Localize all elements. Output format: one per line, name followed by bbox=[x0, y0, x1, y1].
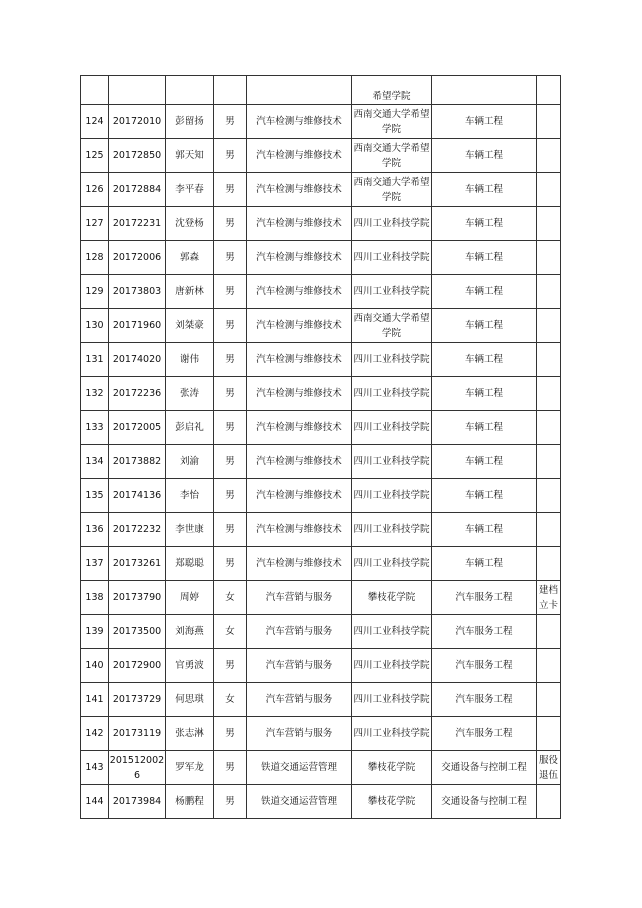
cell-note bbox=[537, 479, 561, 513]
cell-no: 127 bbox=[81, 207, 109, 241]
cell-college: 攀枝花学院 bbox=[352, 785, 432, 819]
cell-id: 20172236 bbox=[109, 377, 166, 411]
cell-note bbox=[537, 309, 561, 343]
cell-id: 20172006 bbox=[109, 241, 166, 275]
cell-note bbox=[537, 513, 561, 547]
cell-no: 140 bbox=[81, 649, 109, 683]
cell-major: 汽车检测与维修技术 bbox=[247, 139, 352, 173]
cell-name bbox=[166, 76, 214, 105]
table-row bbox=[81, 309, 561, 343]
cell-id: 20172005 bbox=[109, 411, 166, 445]
cell-college: 西南交通大学希望学院 bbox=[352, 173, 432, 207]
table-row bbox=[81, 649, 561, 683]
cell-note bbox=[537, 785, 561, 819]
cell-major: 汽车营销与服务 bbox=[247, 683, 352, 717]
cell-gender: 男 bbox=[214, 207, 247, 241]
table-row bbox=[81, 411, 561, 445]
cell-no: 125 bbox=[81, 139, 109, 173]
cell-id: 20171960 bbox=[109, 309, 166, 343]
cell-target: 车辆工程 bbox=[432, 139, 537, 173]
table-row bbox=[81, 343, 561, 377]
cell-college: 西南交通大学希望学院 bbox=[352, 309, 432, 343]
cell-college: 四川工业科技学院 bbox=[352, 717, 432, 751]
cell-name: 郑聪聪 bbox=[166, 547, 214, 581]
cell-gender: 男 bbox=[214, 649, 247, 683]
cell-note bbox=[537, 717, 561, 751]
cell-major: 汽车检测与维修技术 bbox=[247, 343, 352, 377]
table-row bbox=[81, 445, 561, 479]
cell-target: 车辆工程 bbox=[432, 241, 537, 275]
cell-major: 汽车检测与维修技术 bbox=[247, 547, 352, 581]
cell-gender: 男 bbox=[214, 717, 247, 751]
cell-id: 20172010 bbox=[109, 105, 166, 139]
cell-major: 汽车检测与维修技术 bbox=[247, 513, 352, 547]
cell-note: 服役退伍 bbox=[537, 751, 561, 785]
cell-id: 20172232 bbox=[109, 513, 166, 547]
cell-major: 汽车检测与维修技术 bbox=[247, 105, 352, 139]
cell-name: 张志淋 bbox=[166, 717, 214, 751]
cell-id: 20173261 bbox=[109, 547, 166, 581]
cell-gender: 男 bbox=[214, 377, 247, 411]
cell-no: 139 bbox=[81, 615, 109, 649]
cell-no: 136 bbox=[81, 513, 109, 547]
table-row bbox=[81, 105, 561, 139]
table-row bbox=[81, 513, 561, 547]
cell-target: 车辆工程 bbox=[432, 207, 537, 241]
cell-note bbox=[537, 76, 561, 105]
cell-major: 铁道交通运营管理 bbox=[247, 751, 352, 785]
cell-no: 131 bbox=[81, 343, 109, 377]
table-row bbox=[81, 717, 561, 751]
cell-gender bbox=[214, 76, 247, 105]
cell-gender: 男 bbox=[214, 513, 247, 547]
cell-note bbox=[537, 343, 561, 377]
cell-college: 四川工业科技学院 bbox=[352, 445, 432, 479]
cell-gender: 男 bbox=[214, 173, 247, 207]
cell-gender: 男 bbox=[214, 445, 247, 479]
cell-name: 郭天知 bbox=[166, 139, 214, 173]
cell-no: 143 bbox=[81, 751, 109, 785]
cell-target: 车辆工程 bbox=[432, 513, 537, 547]
cell-note bbox=[537, 411, 561, 445]
cell-major: 汽车检测与维修技术 bbox=[247, 479, 352, 513]
cell-name: 沈登杨 bbox=[166, 207, 214, 241]
cell-no: 137 bbox=[81, 547, 109, 581]
cell-note bbox=[537, 445, 561, 479]
cell-id: 20173984 bbox=[109, 785, 166, 819]
cell-gender: 男 bbox=[214, 479, 247, 513]
cell-college: 四川工业科技学院 bbox=[352, 275, 432, 309]
cell-no: 138 bbox=[81, 581, 109, 615]
cell-major bbox=[247, 76, 352, 105]
cell-no: 141 bbox=[81, 683, 109, 717]
cell-college: 四川工业科技学院 bbox=[352, 547, 432, 581]
table-row bbox=[81, 751, 561, 785]
table-row bbox=[81, 683, 561, 717]
cell-name: 张涛 bbox=[166, 377, 214, 411]
cell-target: 车辆工程 bbox=[432, 479, 537, 513]
cell-gender: 男 bbox=[214, 785, 247, 819]
cell-name: 刘桀豪 bbox=[166, 309, 214, 343]
cell-id: 20173790 bbox=[109, 581, 166, 615]
cell-id: 20172884 bbox=[109, 173, 166, 207]
cell-note bbox=[537, 173, 561, 207]
table-row bbox=[81, 241, 561, 275]
cell-target: 车辆工程 bbox=[432, 377, 537, 411]
table-row bbox=[81, 275, 561, 309]
cell-gender: 男 bbox=[214, 309, 247, 343]
cell-target: 车辆工程 bbox=[432, 343, 537, 377]
cell-gender: 男 bbox=[214, 411, 247, 445]
cell-target: 车辆工程 bbox=[432, 275, 537, 309]
cell-note bbox=[537, 275, 561, 309]
cell-college: 希望学院 bbox=[352, 76, 432, 105]
cell-college: 四川工业科技学院 bbox=[352, 343, 432, 377]
cell-college: 西南交通大学希望学院 bbox=[352, 139, 432, 173]
cell-no: 134 bbox=[81, 445, 109, 479]
cell-name: 刘渝 bbox=[166, 445, 214, 479]
cell-name: 罗军龙 bbox=[166, 751, 214, 785]
cell-id: 2015120026 bbox=[109, 751, 166, 785]
cell-note bbox=[537, 683, 561, 717]
cell-college: 四川工业科技学院 bbox=[352, 615, 432, 649]
cell-note bbox=[537, 139, 561, 173]
table-row bbox=[81, 615, 561, 649]
cell-note: 建档立卡 bbox=[537, 581, 561, 615]
cell-id bbox=[109, 76, 166, 105]
cell-id: 20173882 bbox=[109, 445, 166, 479]
cell-name: 杨鹏程 bbox=[166, 785, 214, 819]
student-table-page bbox=[80, 75, 560, 819]
cell-no: 142 bbox=[81, 717, 109, 751]
cell-no: 128 bbox=[81, 241, 109, 275]
cell-college: 攀枝花学院 bbox=[352, 751, 432, 785]
cell-id: 20172900 bbox=[109, 649, 166, 683]
cell-gender: 男 bbox=[214, 139, 247, 173]
cell-name: 李平春 bbox=[166, 173, 214, 207]
cell-gender: 男 bbox=[214, 343, 247, 377]
table-row bbox=[81, 547, 561, 581]
cell-major: 汽车检测与维修技术 bbox=[247, 173, 352, 207]
cell-id: 20173803 bbox=[109, 275, 166, 309]
cell-major: 铁道交通运营管理 bbox=[247, 785, 352, 819]
cell-college: 四川工业科技学院 bbox=[352, 241, 432, 275]
cell-target: 车辆工程 bbox=[432, 173, 537, 207]
cell-note bbox=[537, 377, 561, 411]
cell-college: 四川工业科技学院 bbox=[352, 683, 432, 717]
cell-id: 20174020 bbox=[109, 343, 166, 377]
cell-name: 郭森 bbox=[166, 241, 214, 275]
cell-gender: 男 bbox=[214, 275, 247, 309]
cell-target: 车辆工程 bbox=[432, 445, 537, 479]
table-row bbox=[81, 207, 561, 241]
cell-college: 四川工业科技学院 bbox=[352, 207, 432, 241]
cell-id: 20174136 bbox=[109, 479, 166, 513]
table-body bbox=[81, 76, 561, 819]
cell-major: 汽车检测与维修技术 bbox=[247, 445, 352, 479]
cell-no: 135 bbox=[81, 479, 109, 513]
cell-major: 汽车营销与服务 bbox=[247, 717, 352, 751]
cell-college: 四川工业科技学院 bbox=[352, 411, 432, 445]
cell-id: 20173729 bbox=[109, 683, 166, 717]
cell-college: 四川工业科技学院 bbox=[352, 377, 432, 411]
table-row bbox=[81, 479, 561, 513]
table-row bbox=[81, 173, 561, 207]
cell-id: 20172850 bbox=[109, 139, 166, 173]
cell-no: 124 bbox=[81, 105, 109, 139]
cell-target: 汽车服务工程 bbox=[432, 615, 537, 649]
cell-major: 汽车营销与服务 bbox=[247, 649, 352, 683]
cell-name: 李世康 bbox=[166, 513, 214, 547]
cell-name: 官勇波 bbox=[166, 649, 214, 683]
table-row bbox=[81, 139, 561, 173]
cell-note bbox=[537, 207, 561, 241]
cell-major: 汽车营销与服务 bbox=[247, 581, 352, 615]
cell-college: 四川工业科技学院 bbox=[352, 479, 432, 513]
cell-target: 车辆工程 bbox=[432, 309, 537, 343]
cell-no: 133 bbox=[81, 411, 109, 445]
cell-gender: 男 bbox=[214, 751, 247, 785]
cell-no: 132 bbox=[81, 377, 109, 411]
cell-college: 西南交通大学希望学院 bbox=[352, 105, 432, 139]
cell-name: 何思琪 bbox=[166, 683, 214, 717]
cell-id: 20173500 bbox=[109, 615, 166, 649]
cell-college: 四川工业科技学院 bbox=[352, 513, 432, 547]
cell-target: 交通设备与控制工程 bbox=[432, 751, 537, 785]
cell-note bbox=[537, 615, 561, 649]
cell-note bbox=[537, 649, 561, 683]
cell-target: 车辆工程 bbox=[432, 105, 537, 139]
cell-name: 谢伟 bbox=[166, 343, 214, 377]
cell-major: 汽车检测与维修技术 bbox=[247, 275, 352, 309]
cell-gender: 男 bbox=[214, 105, 247, 139]
cell-no: 126 bbox=[81, 173, 109, 207]
cell-target bbox=[432, 76, 537, 105]
cell-gender: 男 bbox=[214, 547, 247, 581]
cell-name: 刘海燕 bbox=[166, 615, 214, 649]
cell-note bbox=[537, 105, 561, 139]
cell-no: 144 bbox=[81, 785, 109, 819]
cell-name: 唐新林 bbox=[166, 275, 214, 309]
table-row-continued bbox=[81, 76, 561, 105]
cell-gender: 男 bbox=[214, 241, 247, 275]
cell-note bbox=[537, 547, 561, 581]
cell-major: 汽车检测与维修技术 bbox=[247, 411, 352, 445]
cell-name: 彭启礼 bbox=[166, 411, 214, 445]
cell-no: 129 bbox=[81, 275, 109, 309]
cell-gender: 女 bbox=[214, 615, 247, 649]
cell-name: 李怡 bbox=[166, 479, 214, 513]
cell-id: 20172231 bbox=[109, 207, 166, 241]
cell-college: 攀枝花学院 bbox=[352, 581, 432, 615]
cell-target: 汽车服务工程 bbox=[432, 717, 537, 751]
cell-target: 交通设备与控制工程 bbox=[432, 785, 537, 819]
cell-target: 车辆工程 bbox=[432, 411, 537, 445]
cell-major: 汽车营销与服务 bbox=[247, 615, 352, 649]
table-row bbox=[81, 785, 561, 819]
cell-gender: 女 bbox=[214, 683, 247, 717]
table-row bbox=[81, 581, 561, 615]
cell-name: 周婷 bbox=[166, 581, 214, 615]
cell-major: 汽车检测与维修技术 bbox=[247, 241, 352, 275]
cell-id: 20173119 bbox=[109, 717, 166, 751]
cell-major: 汽车检测与维修技术 bbox=[247, 309, 352, 343]
student-table bbox=[80, 75, 561, 819]
table-row bbox=[81, 377, 561, 411]
cell-college: 四川工业科技学院 bbox=[352, 649, 432, 683]
cell-target: 汽车服务工程 bbox=[432, 581, 537, 615]
cell-gender: 女 bbox=[214, 581, 247, 615]
cell-name: 彭留扬 bbox=[166, 105, 214, 139]
cell-major: 汽车检测与维修技术 bbox=[247, 207, 352, 241]
cell-target: 汽车服务工程 bbox=[432, 683, 537, 717]
cell-major: 汽车检测与维修技术 bbox=[247, 377, 352, 411]
cell-target: 汽车服务工程 bbox=[432, 649, 537, 683]
cell-target: 车辆工程 bbox=[432, 547, 537, 581]
cell-no bbox=[81, 76, 109, 105]
cell-no: 130 bbox=[81, 309, 109, 343]
cell-note bbox=[537, 241, 561, 275]
